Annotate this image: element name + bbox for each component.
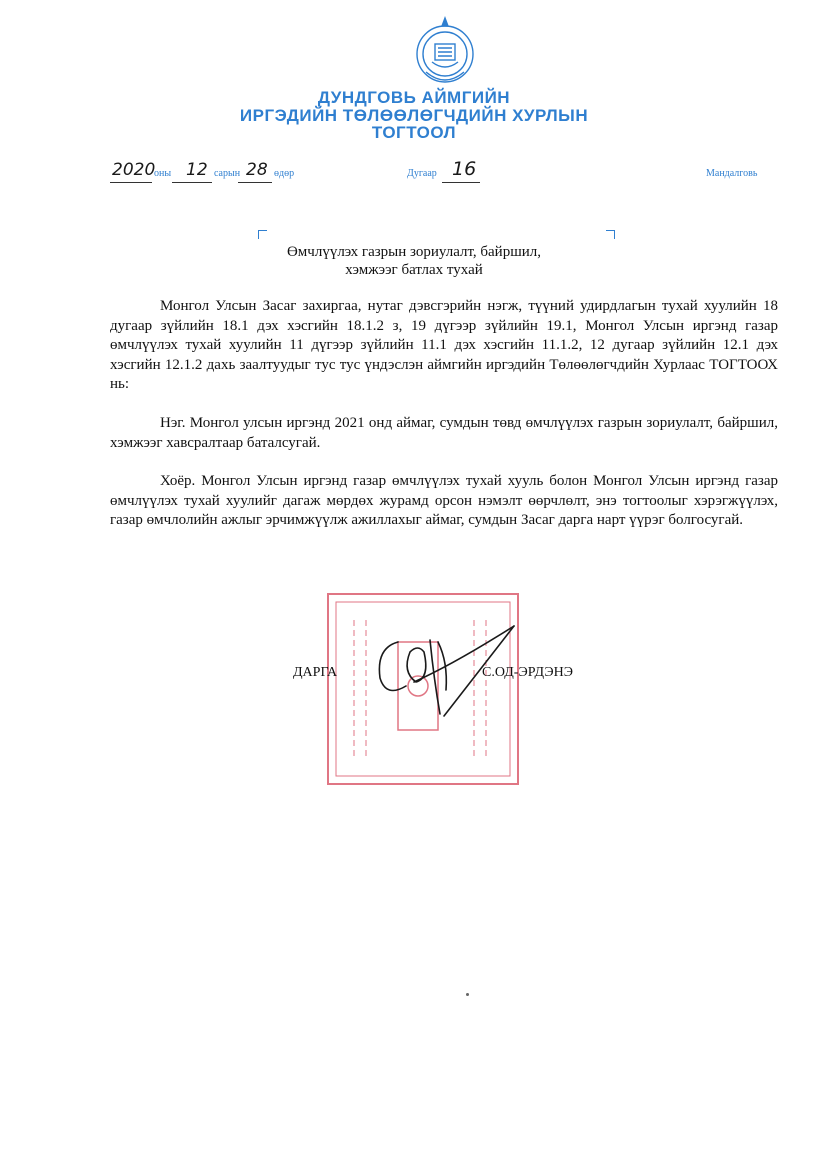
- year-label: оны: [154, 168, 172, 179]
- date-year: 2020: [112, 160, 156, 180]
- subject-line-2: хэмжээг батлах тухай: [345, 262, 483, 278]
- body-paragraph-3: Хоёр. Монгол Улсын иргэнд газар өмчлүүлэх тухай хууль болон Монгол Улсын иргэнд газар өмчлүүлэх тухай хуулийг дагаж мөрдөх журамд орсон нэмэлт өөрчлөлт, энэ тогтоолыг хэрэгжүүлэх, газар өмчлолийн ажлыг эрчимжүүлж ажиллахыг аймаг, сумдын Засаг дарга нарт үүрэг болгосугай.: [110, 473, 778, 528]
- subject-corner-left: [258, 230, 267, 239]
- date-day: 28: [246, 160, 268, 180]
- day-label: өдөр: [274, 168, 295, 179]
- signatory-title: ДАРГА: [293, 665, 338, 680]
- month-underline: [172, 182, 212, 183]
- day-underline: [238, 182, 272, 183]
- header-line-3: ТОГТООЛ: [371, 123, 457, 142]
- place-label: Мандалговь: [706, 168, 758, 179]
- year-underline: [110, 182, 152, 183]
- subject-line-1: Өмчлүүлэх газрын зориулалт, байршил,: [286, 244, 542, 260]
- body-paragraph-2: Нэг. Монгол улсын иргэнд 2021 онд аймаг, сумдын төвд өмчлүүлэх газрын зориулалт, байршил, хэмжээг хавсралтаар баталсугай.: [110, 415, 778, 451]
- document-number: 16: [452, 158, 477, 180]
- state-emblem-icon: [412, 14, 478, 94]
- header-line-2: ИРГЭДИЙН ТӨЛӨӨЛӨГЧДИЙН ХУРЛЫН: [239, 106, 589, 125]
- date-month: 12: [186, 160, 208, 180]
- number-underline: [442, 182, 480, 183]
- header-line-1: ДУНДГОВЬ АЙМГИЙН: [317, 88, 511, 107]
- signatory-name: С.ОД-ЭРДЭНЭ: [482, 665, 573, 680]
- scan-speck: [466, 993, 469, 996]
- month-label: сарын: [214, 168, 241, 179]
- body-paragraph-1: Монгол Улсын Засаг захиргаа, нутаг дэвсгэрийн нэгж, түүний удирдлагын тухай хуулийн 18 дугаар зүйлийн 18.1 дэх хэсгийн 18.1.2 з, 19 дүгээр зүйлийн 19.1, Монгол Улсын иргэнд газар өмчлүүлэх тухай хуулийн 11 дүгээр зүйлийн 11.1 дэх хэсгийн 11.1.2, 12 дугаар зүйлийн 12.1 дэх хэсгийн 12.1.2 дахь заалтуудыг тус тус үндэслэн аймгийн иргэдийн Төлөөлөгчдийн Хурлаас ТОГТООХ нь:: [110, 298, 778, 392]
- number-label: Дугаар: [407, 168, 437, 179]
- subject-corner-right: [606, 230, 615, 239]
